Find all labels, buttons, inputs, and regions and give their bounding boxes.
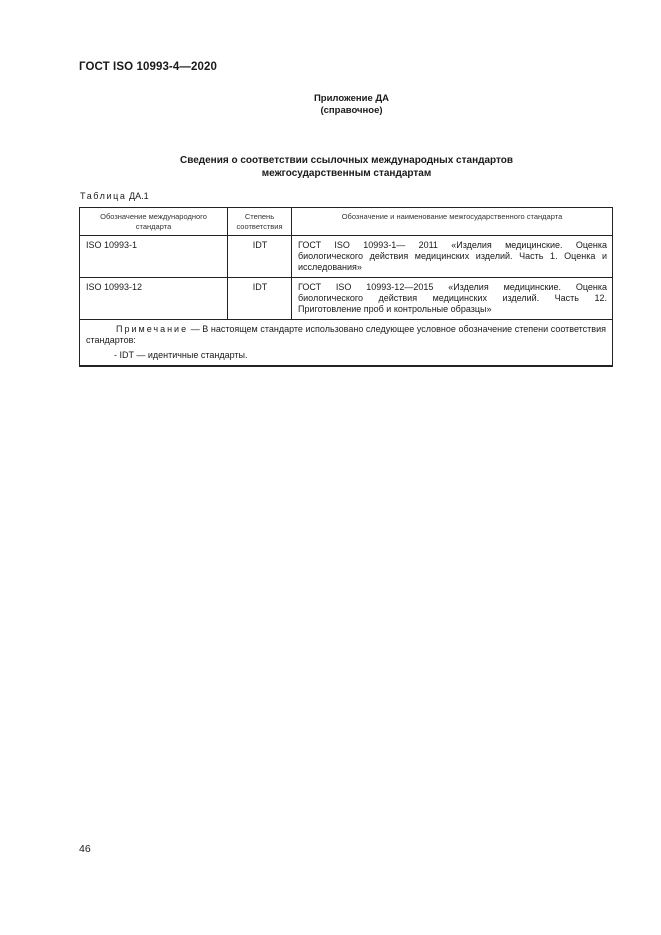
table-row	[80, 236, 613, 278]
table-header-row	[80, 208, 613, 236]
header-international-standard: Обозначение международного стандарта	[80, 208, 228, 236]
note-text: В настоящем стандарте использовано следующее условное обозначение степени соответствия стандартов:	[86, 324, 606, 345]
table-note	[80, 320, 613, 367]
appendix-subtitle: (справочное)	[320, 105, 383, 116]
cell-international-standard: ISO 10993-12	[80, 278, 228, 320]
table-note-row	[80, 320, 613, 367]
cell-degree: IDT	[228, 236, 292, 278]
cell-interstate-standard: ГОСТ ISO 10993-12—2015 «Изделия медицинские. Оценка биологического действия медицинских изделий. Часть 12. Приготовление проб и контрольные образцы»	[292, 278, 613, 320]
cell-interstate-standard: ГОСТ ISO 10993-1— 2011 «Изделия медицинские. Оценка биологического действия медицинских изделий. Часть 1. Оценка и исследования»	[292, 236, 613, 278]
cell-international-standard: ISO 10993-1	[80, 236, 228, 278]
appendix-heading	[0, 93, 661, 117]
standards-correspondence-table	[79, 207, 613, 367]
page-number: 46	[79, 843, 91, 855]
appendix-title: Приложение ДА	[313, 93, 390, 104]
header-degree-of-conformity: Степень соответствия	[228, 208, 292, 236]
table-row	[80, 278, 613, 320]
note-label: Примечание	[116, 324, 189, 334]
section-title-line-2: межгосударственным стандартам	[261, 168, 432, 179]
table-caption	[80, 191, 149, 201]
note-dash: —	[190, 324, 200, 334]
cell-degree: IDT	[228, 278, 292, 320]
note-list-item: - IDT — идентичные стандарты.	[114, 350, 248, 360]
table-caption-word: Таблица	[80, 191, 127, 201]
standard-code: ГОСТ ISO 10993-4—2020	[79, 61, 217, 73]
header-interstate-standard: Обозначение и наименование межгосударственного стандарта	[292, 208, 613, 236]
table-caption-number: ДА.1	[129, 191, 149, 201]
section-title	[0, 154, 661, 180]
section-title-line-1: Сведения о соответствии ссылочных международных стандартов	[179, 155, 514, 166]
